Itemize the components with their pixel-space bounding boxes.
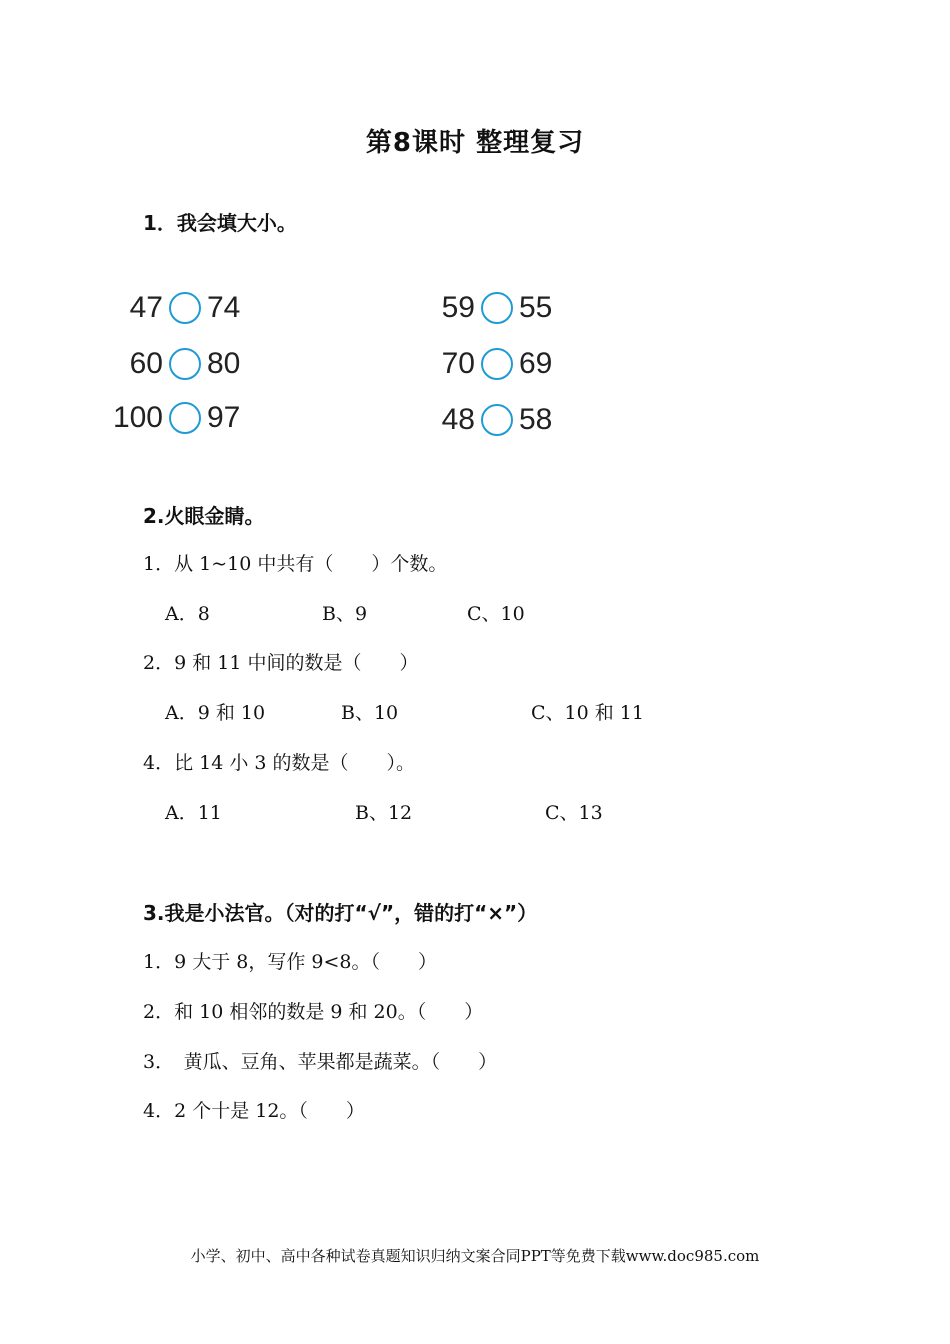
left-number: 59 bbox=[441, 291, 475, 324]
comparison-item bbox=[417, 344, 579, 384]
option-c[interactable]: C、10 和 11 bbox=[531, 702, 644, 724]
page-footer: 小学、初中、高中各种试卷真题知识归纳文案合同PPT等免费下载www.doc985.com bbox=[190, 1247, 760, 1265]
comparison-item bbox=[417, 288, 579, 328]
option-a[interactable]: A．8 bbox=[165, 603, 210, 625]
compare-blank-circle[interactable] bbox=[481, 348, 513, 380]
section3-heading: 3.我是小法官。（对的打“√”，错的打“×”） bbox=[143, 901, 538, 925]
right-number: 69 bbox=[519, 347, 553, 380]
page-title: 第8课时 整理复习 bbox=[365, 128, 585, 158]
option-b[interactable]: B、12 bbox=[355, 802, 413, 824]
left-number: 70 bbox=[441, 347, 475, 380]
comparison-item bbox=[105, 398, 267, 438]
option-b[interactable]: B、9 bbox=[322, 603, 368, 625]
section1-heading: 1．我会填大小。 bbox=[143, 211, 297, 235]
section2-heading: 2.火眼金睛。 bbox=[143, 504, 265, 528]
compare-blank-circle[interactable] bbox=[169, 292, 201, 324]
comparison-item bbox=[105, 288, 267, 328]
right-number: 55 bbox=[519, 291, 553, 324]
comparison-item bbox=[105, 344, 267, 384]
left-number: 48 bbox=[441, 403, 475, 436]
judge-item: 3． 黄瓜、豆角、苹果都是蔬菜。（ ） bbox=[143, 1051, 498, 1073]
compare-blank-circle[interactable] bbox=[169, 402, 201, 434]
option-a[interactable]: A．9 和 10 bbox=[165, 702, 266, 724]
compare-blank-circle[interactable] bbox=[481, 404, 513, 436]
comparison-item bbox=[417, 400, 579, 440]
question-text: 1．从 1~10 中共有（ ）个数。 bbox=[143, 553, 448, 575]
left-number: 60 bbox=[129, 347, 163, 380]
option-c[interactable]: C、13 bbox=[545, 802, 603, 824]
left-number: 47 bbox=[129, 291, 163, 324]
right-number: 74 bbox=[207, 291, 241, 324]
option-a[interactable]: A．11 bbox=[165, 802, 222, 824]
compare-blank-circle[interactable] bbox=[481, 292, 513, 324]
compare-blank-circle[interactable] bbox=[169, 348, 201, 380]
left-number: 100 bbox=[112, 401, 163, 434]
right-number: 97 bbox=[207, 401, 241, 434]
judge-item: 4．2 个十是 12。（ ） bbox=[143, 1100, 365, 1122]
judge-item: 2．和 10 相邻的数是 9 和 20。（ ） bbox=[143, 1001, 484, 1023]
judge-item: 1．9 大于 8，写作 9<8。（ ） bbox=[143, 951, 437, 973]
question-text: 4．比 14 小 3 的数是（ ）。 bbox=[143, 752, 416, 774]
right-number: 58 bbox=[519, 403, 553, 436]
option-b[interactable]: B、10 bbox=[341, 702, 399, 724]
right-number: 80 bbox=[207, 347, 241, 380]
option-c[interactable]: C、10 bbox=[467, 603, 525, 625]
question-text: 2．9 和 11 中间的数是（ ） bbox=[143, 652, 419, 674]
